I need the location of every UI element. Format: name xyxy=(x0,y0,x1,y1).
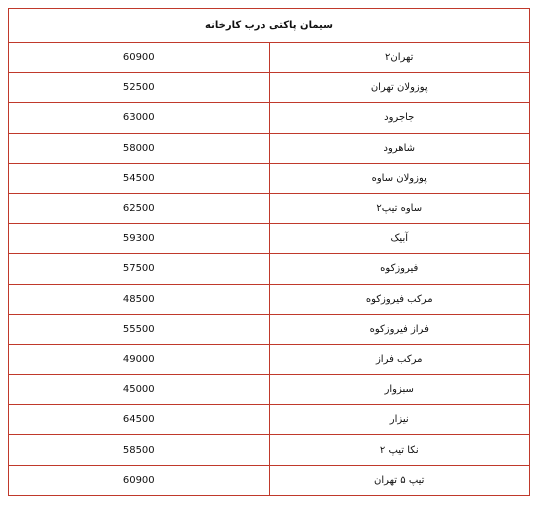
cement-type-cell: فیروزکوه xyxy=(269,254,530,284)
cement-type-cell: پوزولان ساوه xyxy=(269,163,530,193)
table-row xyxy=(9,314,530,344)
price-cell: 45000 xyxy=(9,375,270,405)
price-cell: 57500 xyxy=(9,254,270,284)
price-table-container xyxy=(8,8,530,496)
table-row xyxy=(9,284,530,314)
table-row xyxy=(9,375,530,405)
cement-type-cell: تیپ ۵ تهران xyxy=(269,465,530,495)
price-cell: 59300 xyxy=(9,224,270,254)
table-title: سیمان پاکتی درب کارخانه xyxy=(9,9,530,43)
price-cell: 60900 xyxy=(9,465,270,495)
cement-type-cell: شاهرود xyxy=(269,133,530,163)
price-cell: 60900 xyxy=(9,43,270,73)
table-row xyxy=(9,405,530,435)
price-cell: 49000 xyxy=(9,344,270,374)
price-cell: 58500 xyxy=(9,435,270,465)
price-cell: 64500 xyxy=(9,405,270,435)
table-row xyxy=(9,193,530,223)
table-row xyxy=(9,73,530,103)
table-row xyxy=(9,435,530,465)
cement-type-cell: نکا تیپ ۲ xyxy=(269,435,530,465)
table-row xyxy=(9,103,530,133)
cement-type-cell: تهران۲ xyxy=(269,43,530,73)
table-body xyxy=(9,43,530,496)
table-row xyxy=(9,43,530,73)
cement-type-cell: آبیک xyxy=(269,224,530,254)
table-row xyxy=(9,465,530,495)
price-cell: 52500 xyxy=(9,73,270,103)
cement-type-cell: جاجرود xyxy=(269,103,530,133)
cement-type-cell: سبزوار xyxy=(269,375,530,405)
table-row xyxy=(9,224,530,254)
price-cell: 58000 xyxy=(9,133,270,163)
cement-type-cell: مرکب فیروزکوه xyxy=(269,284,530,314)
cement-type-cell: فراز فیروزکوه xyxy=(269,314,530,344)
price-cell: 62500 xyxy=(9,193,270,223)
price-cell: 48500 xyxy=(9,284,270,314)
cement-type-cell: ساوه تیپ۲ xyxy=(269,193,530,223)
price-cell: 63000 xyxy=(9,103,270,133)
table-row xyxy=(9,133,530,163)
cement-type-cell: نیزار xyxy=(269,405,530,435)
table-row xyxy=(9,163,530,193)
cement-type-cell: مرکب فراز xyxy=(269,344,530,374)
table-header-row xyxy=(9,9,530,43)
table-row xyxy=(9,344,530,374)
price-cell: 55500 xyxy=(9,314,270,344)
cement-type-cell: پوزولان تهران xyxy=(269,73,530,103)
price-cell: 54500 xyxy=(9,163,270,193)
cement-price-table xyxy=(8,8,530,496)
table-row xyxy=(9,254,530,284)
